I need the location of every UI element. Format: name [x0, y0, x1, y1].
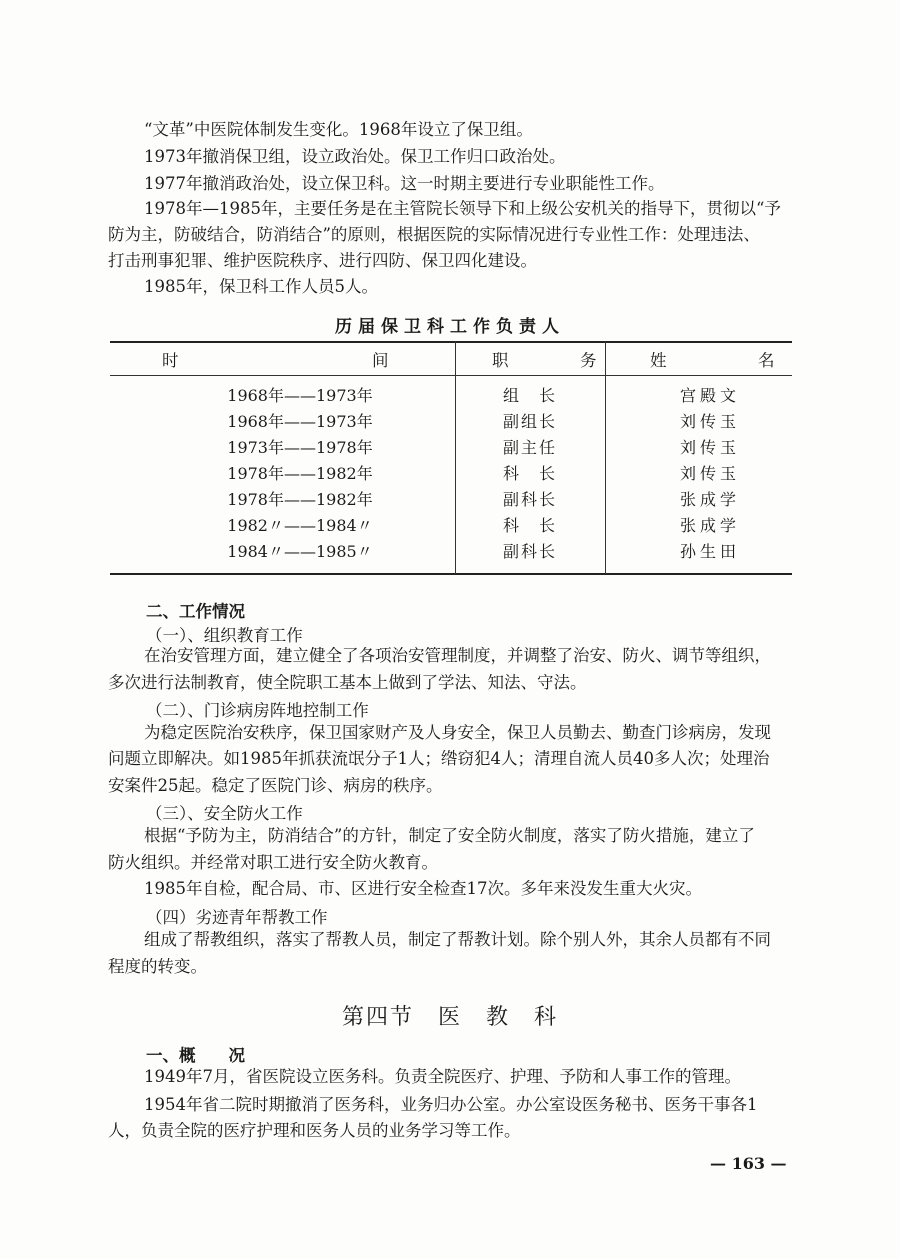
table-title: 历届保卫科工作负责人	[335, 317, 565, 337]
cell-time: 1968年——1973年	[227, 412, 373, 431]
paragraph-line: 1978年—1985年，主要任务是在主管院长领导下和上级公安机关的指导下，贯彻以“予	[144, 199, 781, 218]
cell-time: 1973年——1978年	[227, 438, 373, 457]
paragraph-line: “文革”中医院体制发生变化。1968年设立了保卫组。	[144, 120, 533, 139]
table-header-rule	[110, 375, 792, 376]
paragraph-line: 1977年撤消政治处，设立保卫科。这一时期主要进行专业职能性工作。	[144, 174, 665, 193]
paragraph-line: 为稳定医院治安秩序，保卫国家财产及人身安全，保卫人员勤去、勤查门诊病房，发现	[144, 723, 771, 742]
cell-name: 张成学	[679, 516, 740, 535]
cell-time: 1984〃——1985〃	[227, 542, 373, 561]
paragraph-line: 在治安管理方面，建立健全了各项治安管理制度，并调整了治安、防火、调节等组织，	[144, 646, 771, 665]
header-time-a: 时	[162, 351, 179, 370]
paragraph-line: 问题立即解决。如1985年抓获流氓分子1人；绺窃犯4人；清理自流人员40多人次；处理治	[108, 749, 770, 768]
cell-post: 副科长	[502, 542, 557, 561]
table-row	[110, 383, 792, 409]
cell-name: 张成学	[679, 490, 740, 509]
cell-time: 1978年——1982年	[227, 464, 373, 483]
table-top-rule	[110, 341, 792, 343]
paragraph-line: 1954年省二院时期撤消了医务科，业务归办公室。办公室设医务秘书、医务干事各1	[144, 1095, 758, 1114]
paragraph-line: 1985年，保卫科工作人员5人。	[144, 277, 378, 296]
paragraph-line: 多次进行法制教育，使全院职工基本上做到了学法、知法、守法。	[108, 673, 587, 692]
cell-name: 刘传玉	[679, 412, 740, 431]
subheading: （三）、安全防火工作	[146, 804, 303, 823]
page-number: — 163 —	[710, 1154, 787, 1173]
cell-post: 科 长	[502, 464, 557, 483]
header-post-b: 务	[580, 351, 597, 370]
table-row	[110, 487, 792, 513]
paragraph-line: 1973年撤消保卫组，设立政治处。保卫工作归口政治处。	[144, 147, 566, 166]
cell-time: 1968年——1973年	[227, 386, 373, 405]
paragraph-line: 打击刑事犯罪、维护医院秩序、进行四防、保卫四化建设。	[108, 251, 537, 270]
section-heading: 一、概 况	[146, 1046, 245, 1065]
paragraph-line: 防火组织。并经常对职工进行安全防火教育。	[108, 853, 438, 872]
table-row	[110, 409, 792, 435]
table-row	[110, 461, 792, 487]
header-name-a: 姓	[650, 351, 667, 370]
cell-name: 刘传玉	[679, 438, 740, 457]
table-row	[110, 539, 792, 565]
table-row	[110, 513, 792, 539]
header-name-b: 名	[758, 351, 775, 370]
cell-name: 刘传玉	[679, 464, 740, 483]
paragraph-line: 安案件25起。稳定了医院门诊、病房的秩序。	[108, 776, 443, 795]
cell-time: 1978年——1982年	[227, 490, 373, 509]
header-post-a: 职	[492, 351, 509, 370]
section-title: 第四节 医 教 科	[341, 1005, 558, 1030]
table-bottom-rule	[110, 573, 792, 575]
cell-post: 科 长	[502, 516, 557, 535]
table-row	[110, 435, 792, 461]
cell-name: 孙生田	[679, 542, 740, 561]
paragraph-line: 人，负责全院的医疗护理和医务人员的业务学习等工作。	[108, 1121, 521, 1140]
subheading: （二）、门诊病房阵地控制工作	[146, 701, 369, 720]
cell-post: 副科长	[502, 490, 557, 509]
header-time-b: 间	[372, 351, 389, 370]
cell-name: 宫殿文	[679, 386, 740, 405]
paragraph-line: 程度的转变。	[108, 957, 207, 976]
cell-post: 副主任	[502, 438, 557, 457]
paragraph-line: 组成了帮教组织，落实了帮教人员，制定了帮教计划。除个别人外，其余人员都有不同	[144, 930, 771, 949]
cell-time: 1982〃——1984〃	[227, 516, 373, 535]
cell-post: 组 长	[502, 386, 557, 405]
cell-post: 副组长	[502, 412, 557, 431]
paragraph-line: 根据“予防为主，防消结合”的方针，制定了安全防火制度，落实了防火措施，建立了	[144, 826, 755, 845]
paragraph-line: 1985年自检，配合局、市、区进行安全检查17次。多年来没发生重大火灾。	[144, 879, 702, 898]
subheading: （四）劣迹青年帮教工作	[146, 908, 328, 927]
subheading: （一）、组织教育工作	[146, 626, 303, 645]
section-heading: 二、工作情况	[146, 602, 245, 621]
paragraph-line: 防为主，防破结合，防消结合”的原则，根据医院的实际情况进行专业性工作：处理违法、	[108, 225, 760, 244]
paragraph-line: 1949年7月，省医院设立医务科。负责全院医疗、护理、予防和人事工作的管理。	[144, 1067, 741, 1086]
